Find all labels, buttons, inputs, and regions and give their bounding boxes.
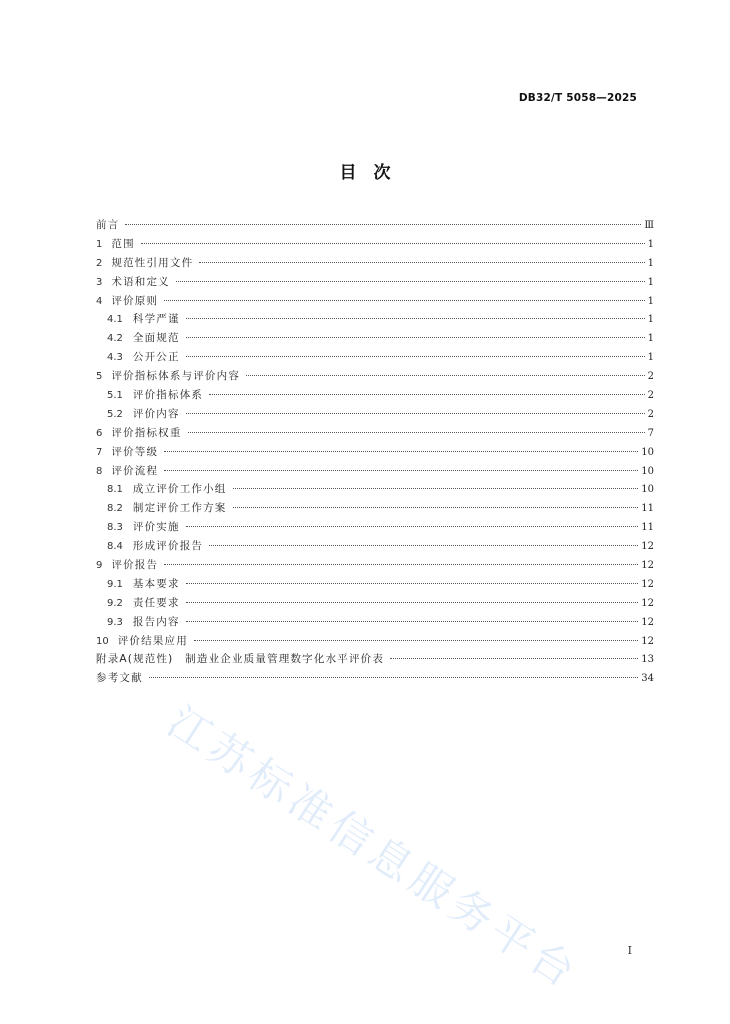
toc-entry[interactable]: [96, 443, 654, 462]
toc-dot-leader: [246, 375, 645, 376]
toc-entry-number: 9.3: [107, 616, 123, 628]
toc-dot-leader: [164, 300, 644, 301]
toc-entry[interactable]: [96, 632, 654, 651]
toc-entry[interactable]: [96, 235, 654, 254]
toc-entry-page: 10: [641, 465, 654, 477]
page-title: 目 次: [339, 163, 391, 183]
toc-entry-number: 2: [96, 257, 103, 269]
toc-entry[interactable]: [96, 310, 654, 329]
standard-code: DB32/T 5058—2025: [518, 92, 637, 104]
toc-entry-label: 公开公正: [132, 351, 180, 364]
toc-entry-label: 前言: [96, 219, 120, 231]
toc-entry-label: 制定评价工作方案: [132, 502, 227, 515]
toc-entry-number: 5.2: [107, 408, 123, 420]
toc-entry-label: 评价流程: [111, 464, 159, 477]
toc-entry-label: 附录A(规范性) 制造业企业质量管理数字化水平评价表: [96, 653, 385, 666]
toc-entry[interactable]: [96, 273, 654, 292]
toc-entry[interactable]: [96, 556, 654, 575]
toc-entry-number: 1: [96, 238, 103, 250]
toc-dot-leader: [164, 451, 638, 452]
toc-entry-number: 9.1: [107, 578, 123, 590]
toc-entry-page: 11: [641, 522, 654, 534]
toc-entry-label: 评价指标权重: [111, 426, 182, 439]
toc-entry-number: 7: [96, 446, 103, 458]
toc-entry-number: 8: [96, 465, 103, 477]
toc-entry-label: 参考文献: [96, 672, 143, 685]
toc-entry[interactable]: [96, 518, 654, 537]
toc-dot-leader: [390, 658, 638, 659]
toc-entry-page: 34: [641, 673, 654, 685]
toc-dot-leader: [186, 318, 645, 319]
toc-entry-label: 基本要求: [132, 577, 180, 590]
toc-dot-leader: [186, 337, 645, 338]
toc-entry-page: 12: [641, 560, 654, 572]
toc-entry-label: 评价原则: [111, 294, 159, 307]
toc-entry[interactable]: [96, 480, 654, 499]
toc-entry-page: 12: [641, 541, 654, 553]
toc-entry-number: 3: [96, 276, 103, 288]
toc-entry[interactable]: [96, 292, 654, 311]
toc-entry-number: 4.2: [107, 333, 123, 345]
toc-entry[interactable]: [96, 594, 654, 613]
toc-entry-page: 1: [647, 333, 654, 345]
toc-dot-leader: [164, 470, 638, 471]
toc-entry-label: 范围: [111, 237, 135, 250]
toc-entry-page: 12: [641, 616, 654, 628]
toc-entry[interactable]: [96, 216, 654, 235]
toc-entry-page: 13: [641, 654, 654, 666]
watermark: 江苏标准信息服务平台: [158, 696, 589, 1000]
toc-entry-label: 评价指标体系与评价内容: [111, 370, 241, 383]
toc-entry-label: 评价结果应用: [117, 634, 188, 647]
toc-entry-page: 2: [647, 371, 654, 383]
toc-entry-number: 4.3: [107, 352, 123, 364]
toc-entry-page: 12: [641, 578, 654, 590]
toc-entry-page: 1: [647, 352, 654, 364]
toc-entry-page: Ⅲ: [644, 220, 654, 231]
table-of-contents: [96, 216, 654, 688]
toc-dot-leader: [186, 413, 645, 414]
toc-entry-page: 2: [647, 390, 654, 402]
toc-dot-leader: [209, 545, 638, 546]
toc-entry-number: 4: [96, 295, 103, 307]
toc-entry[interactable]: [96, 613, 654, 632]
toc-entry-page: 12: [641, 635, 654, 647]
toc-entry-number: 8.3: [107, 522, 123, 534]
toc-entry[interactable]: [96, 329, 654, 348]
toc-entry[interactable]: [96, 669, 654, 688]
toc-entry[interactable]: [96, 405, 654, 424]
toc-entry-number: 4.1: [107, 314, 123, 326]
toc-entry[interactable]: [96, 650, 654, 669]
toc-dot-leader: [186, 621, 639, 622]
page-number: I: [627, 944, 632, 957]
toc-dot-leader: [209, 394, 645, 395]
toc-dot-leader: [186, 583, 639, 584]
toc-entry-page: 1: [647, 295, 654, 307]
toc-entry-label: 责任要求: [132, 596, 180, 609]
toc-entry-label: 报告内容: [132, 615, 180, 628]
toc-dot-leader: [233, 488, 639, 489]
toc-entry-number: 8.1: [107, 484, 123, 496]
toc-entry-page: 12: [641, 597, 654, 609]
toc-entry-page: 7: [647, 427, 654, 439]
toc-entry-number: 9: [96, 560, 103, 572]
toc-entry-number: 5: [96, 371, 103, 383]
toc-entry[interactable]: [96, 348, 654, 367]
toc-entry-label: 成立评价工作小组: [132, 483, 227, 496]
toc-entry-label: 科学严谨: [132, 313, 180, 326]
toc-entry[interactable]: [96, 499, 654, 518]
toc-entry[interactable]: [96, 386, 654, 405]
toc-entry-number: 5.1: [107, 390, 123, 402]
toc-entry-number: 8.2: [107, 503, 123, 515]
toc-dot-leader: [186, 526, 639, 527]
toc-entry-page: 10: [641, 484, 654, 496]
toc-dot-leader: [186, 356, 645, 357]
toc-entry-page: 1: [647, 238, 654, 250]
toc-dot-leader: [186, 602, 639, 603]
toc-dot-leader: [141, 243, 645, 244]
toc-entry[interactable]: [96, 424, 654, 443]
toc-entry-page: 2: [647, 408, 654, 420]
toc-entry-label: 评价内容: [132, 407, 180, 420]
toc-entry-number: 8.4: [107, 541, 123, 553]
toc-dot-leader: [233, 507, 639, 508]
toc-dot-leader: [164, 564, 638, 565]
toc-entry-page: 1: [647, 314, 654, 326]
toc-entry-label: 评价实施: [132, 521, 180, 534]
toc-entry-label: 全面规范: [132, 332, 180, 345]
toc-entry-page: 1: [647, 257, 654, 269]
toc-entry-page: 1: [647, 276, 654, 288]
toc-entry-number: 9.2: [107, 597, 123, 609]
toc-entry[interactable]: [96, 254, 654, 273]
toc-entry[interactable]: [96, 537, 654, 556]
toc-dot-leader: [188, 432, 645, 433]
toc-entry-number: 6: [96, 427, 103, 439]
toc-entry[interactable]: [96, 462, 654, 481]
toc-dot-leader: [176, 281, 645, 282]
toc-entry-label: 评价指标体系: [132, 389, 204, 402]
toc-dot-leader: [125, 224, 641, 225]
toc-entry[interactable]: [96, 367, 654, 386]
toc-entry-label: 评价等级: [111, 445, 159, 458]
toc-entry-page: 11: [641, 503, 654, 515]
toc-entry-page: 10: [641, 446, 654, 458]
toc-entry-number: 10: [96, 635, 109, 647]
toc-entry-label: 术语和定义: [111, 275, 170, 288]
toc-entry[interactable]: [96, 575, 654, 594]
toc-entry-label: 评价报告: [111, 559, 159, 572]
toc-dot-leader: [149, 677, 638, 678]
toc-dot-leader: [194, 640, 638, 641]
toc-entry-label: 规范性引用文件: [111, 256, 194, 269]
toc-entry-label: 形成评价报告: [132, 540, 204, 553]
toc-dot-leader: [199, 262, 644, 263]
